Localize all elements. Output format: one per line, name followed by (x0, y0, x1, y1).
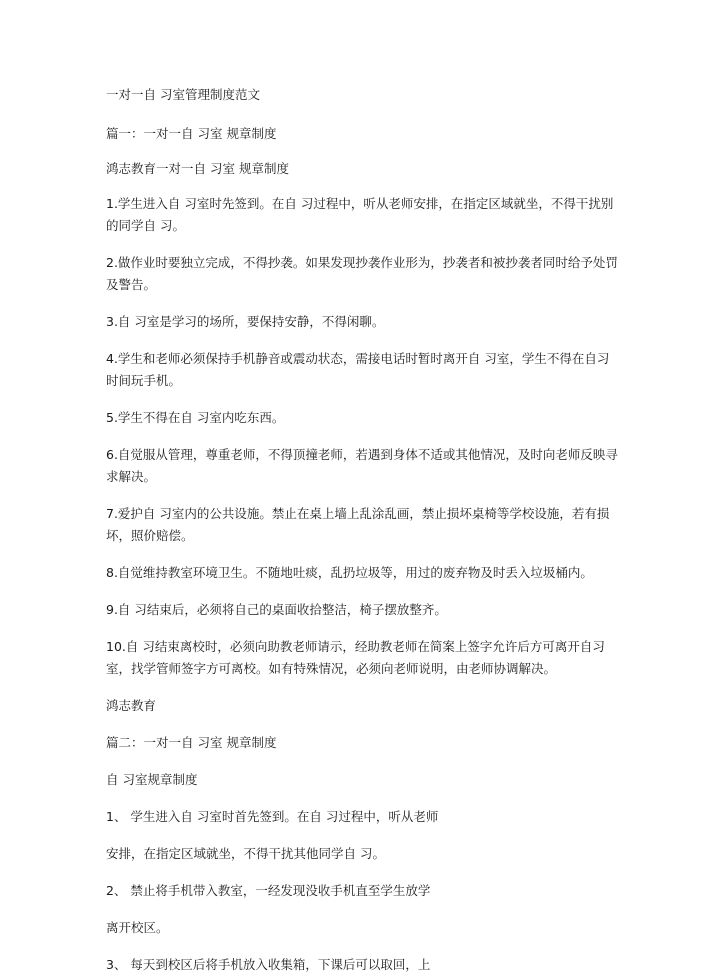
rule-item-8: 8.自觉维持教室环境卫生。不随地吐痰，乱扔垃圾等，用过的废弃物及时丢入垃圾桶内。 (106, 565, 593, 580)
rule-item-1: 1.学生进入自 习室时先签到。在自 习过程中，听从老师安排，在指定区域就坐，不得干扰别的同学自 习。 (106, 196, 614, 233)
rule-item-7: 7.爱护自 习室内的公共设施。禁止在桌上墙上乱涂乱画，禁止损坏桌椅等学校设施，若有损坏，照价赔偿。 (106, 506, 610, 543)
rule-item-9: 9.自 习结束后，必须将自己的桌面收拾整洁，椅子摆放整齐。 (106, 602, 447, 617)
section1-subheading: 鸿志教育一对一自 习室 规章制度 (106, 161, 289, 176)
section2-heading: 篇二：一对一自 习室 规章制度 (106, 735, 277, 750)
section2-line-4: 离开校区。 (106, 920, 169, 935)
rule-item-3: 3.自 习室是学习的场所，要保持安静，不得闲聊。 (106, 314, 385, 329)
rule-item-10: 10.自 习结束离校时，必须向助教老师请示，经助教老师在简案上签字允许后方可离开自习室，找学管师签字方可离校。如有特殊情况，必须向老师说明，由老师协调解决。 (106, 639, 605, 676)
section1-signature: 鸿志教育 (106, 698, 157, 713)
section2-subheading: 自 习室规章制度 (106, 772, 198, 787)
rule-item-4: 4.学生和老师必须保持手机静音或震动状态，需接电话时暂时离开自 习室，学生不得在自习时间玩手机。 (106, 351, 610, 388)
section2-line-3: 2、 禁止将手机带入教室，一经发现没收手机直至学生放学 (106, 883, 431, 898)
section1-heading: 篇一：一对一自 习室 规章制度 (106, 126, 277, 141)
section2-line-2: 安排，在指定区域就坐，不得干扰其他同学自 习。 (106, 846, 385, 861)
rule-item-2: 2.做作业时要独立完成，不得抄袭。如果发现抄袭作业形为，抄袭者和被抄袭者同时给予处罚及警告。 (106, 255, 618, 292)
document-title: 一对一自 习室管理制度范文 (106, 87, 260, 102)
section2-line-1: 1、 学生进入自 习室时首先签到。在自 习过程中，听从老师 (106, 809, 439, 824)
section2-line-5: 3、 每天到校区后将手机放入收集箱，下课后可以取回，上 (106, 957, 431, 972)
rule-item-6: 6.自觉服从管理，尊重老师，不得顶撞老师，若遇到身体不适或其他情况，及时向老师反映寻求解决。 (106, 447, 618, 484)
rule-item-5: 5.学生不得在自 习室内吃东西。 (106, 410, 285, 425)
